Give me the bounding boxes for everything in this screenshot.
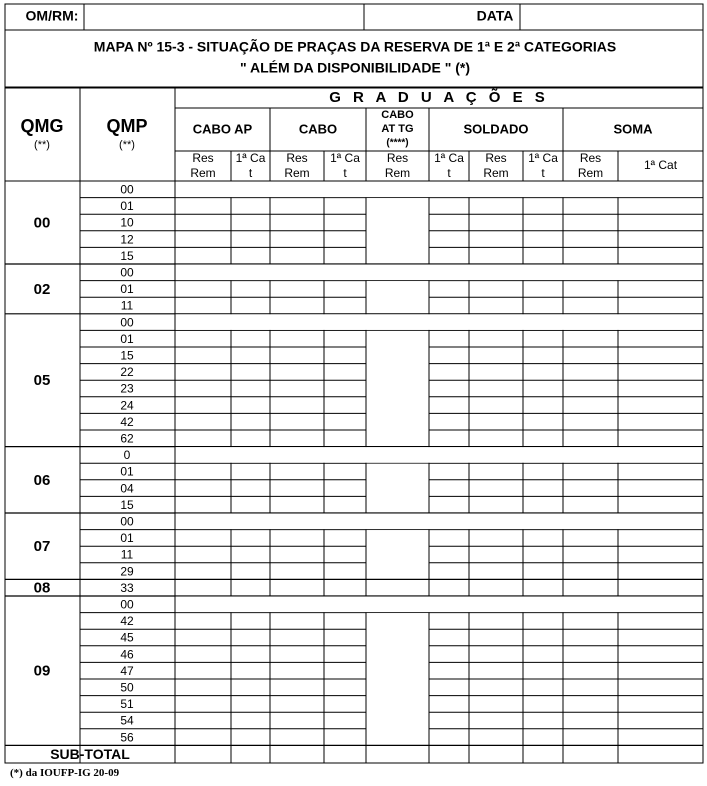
qmp-code: 01 <box>120 531 134 546</box>
blank-first-row <box>176 265 703 281</box>
qmp-code: 01 <box>120 331 134 346</box>
group-label-cabo-at-tg: CABO <box>381 108 414 121</box>
sub-column-label: 1ª Ca <box>330 151 360 166</box>
graduacoes-header: G R A D U A Ç Õ E S <box>329 88 549 106</box>
qmp-code: 42 <box>120 614 134 629</box>
qmp-code: 51 <box>120 697 134 712</box>
qmp-code: 29 <box>120 564 134 579</box>
sub-column-label: 1ª Ca <box>235 151 266 166</box>
qmg-code: 07 <box>33 538 51 556</box>
qmp-code: 50 <box>120 680 134 695</box>
blank-cabo-at-tg <box>367 198 429 263</box>
om-rm-label: OM/RM: <box>25 7 79 24</box>
sub-column-label: Res <box>579 151 602 166</box>
qmp-code: 24 <box>120 398 134 413</box>
sub-column-label: Rem <box>577 166 604 181</box>
qmp-code: 12 <box>120 232 134 247</box>
footnote: (*) da IOUFP-IG 20-09 <box>10 767 120 779</box>
qmg-code: 02 <box>33 280 51 298</box>
qmp-code: 15 <box>120 348 134 363</box>
qmp-code: 00 <box>120 182 134 197</box>
qmp-code: 11 <box>120 547 134 562</box>
header-frame <box>5 4 703 30</box>
qmp-code: 46 <box>120 647 134 662</box>
qmp-header: QMP <box>106 115 148 136</box>
blank-first-row <box>176 182 703 198</box>
sub-column-label: Res <box>386 151 409 166</box>
date-label: DATA <box>476 7 514 24</box>
blank-first-row <box>176 447 703 463</box>
group-label: SOLDADO <box>463 121 529 137</box>
qmg-code: 05 <box>33 372 51 390</box>
subtotal-label: SUB-TOTAL <box>50 745 130 762</box>
blank-cabo-at-tg <box>367 281 429 313</box>
sub-column-label: t <box>541 166 545 181</box>
qmg-code: 08 <box>33 579 51 597</box>
sub-column-label: Res <box>192 151 214 166</box>
group-label: CABO AP <box>192 121 253 137</box>
sub-column-label: t <box>343 166 347 181</box>
title-line-1: MAPA Nº 15-3 - SITUAÇÃO DE PRAÇAS DA RESERVA DE 1ª E 2ª CATEGORIAS <box>93 38 617 55</box>
qmp-code: 54 <box>120 713 134 728</box>
qmp-code: 45 <box>120 630 134 645</box>
qmp-code: 23 <box>120 381 134 396</box>
qmp-code: 0 <box>123 448 131 463</box>
sub-column-label: Rem <box>284 166 310 181</box>
qmp-code: 33 <box>120 580 134 595</box>
qmp-code: 01 <box>120 282 134 297</box>
qmg-code: 00 <box>33 214 51 232</box>
blank-first-row <box>176 514 703 530</box>
qmg-header: QMG <box>20 115 64 136</box>
sub-column-label: 1ª Ca <box>528 151 558 166</box>
qmp-code: 10 <box>120 215 134 230</box>
qmp-code: 56 <box>120 730 134 745</box>
qmp-code: 00 <box>120 514 134 529</box>
qmp-code: 47 <box>120 663 134 678</box>
sub-column-label: Rem <box>190 166 216 181</box>
qmp-code: 00 <box>120 265 134 280</box>
group-label-cabo-at-tg: (****) <box>386 137 409 149</box>
qmp-code: 42 <box>120 414 134 429</box>
title-line-2: " ALÉM DA DISPONIBILIDADE " (*) <box>239 59 471 76</box>
blank-first-row <box>176 314 703 330</box>
qmp-code: 01 <box>120 464 134 479</box>
blank-cabo-at-tg <box>367 331 429 446</box>
blank-cabo-at-tg <box>367 530 429 579</box>
sub-column-label: 1ª Ca <box>434 151 464 166</box>
blank-cabo-at-tg <box>367 464 429 513</box>
qmg-note: (**) <box>34 138 50 151</box>
blank-first-row <box>176 597 703 613</box>
blank-cabo-at-tg <box>367 613 429 745</box>
sub-column-label: t <box>248 166 253 181</box>
sub-column-label: Res <box>485 151 507 166</box>
qmp-code: 15 <box>120 248 134 263</box>
group-label-cabo-at-tg: AT TG <box>381 122 414 135</box>
qmp-code: 62 <box>120 431 134 446</box>
group-label: CABO <box>298 121 338 137</box>
group-label: SOMA <box>613 121 653 137</box>
qmp-code: 11 <box>120 298 134 313</box>
qmp-code: 15 <box>120 497 134 512</box>
qmg-code: 06 <box>33 471 51 489</box>
qmp-code: 04 <box>120 481 134 496</box>
sub-column-label: t <box>447 166 451 181</box>
qmp-code: 22 <box>120 365 134 380</box>
sub-column-label: Rem <box>384 166 411 181</box>
qmg-code: 09 <box>33 662 51 680</box>
sub-column-label: 1ª Cat <box>643 158 678 173</box>
qmp-code: 01 <box>120 199 134 214</box>
qmp-code: 00 <box>120 315 134 330</box>
table-labels <box>21 8 678 762</box>
qmp-note: (**) <box>119 138 135 151</box>
sub-column-label: Res <box>286 151 308 166</box>
sub-column-label: Rem <box>483 166 509 181</box>
qmp-code: 00 <box>120 597 134 612</box>
